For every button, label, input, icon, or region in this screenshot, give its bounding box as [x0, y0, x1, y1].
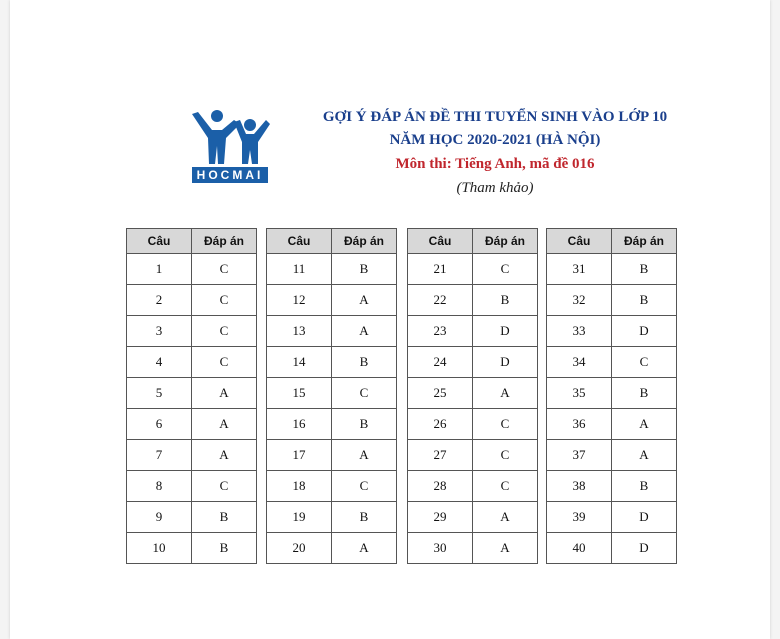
question-number-cell: 28 — [408, 471, 473, 502]
answer-cell: C — [473, 409, 538, 440]
table-row — [127, 254, 257, 285]
table-row — [267, 378, 397, 409]
answer-cell: D — [612, 533, 677, 564]
answer-header: Đáp án — [332, 229, 397, 254]
answer-cell: B — [332, 409, 397, 440]
answer-cell: A — [192, 378, 257, 409]
table-row — [547, 471, 677, 502]
answer-table-1 — [126, 228, 257, 564]
question-header: Câu — [267, 229, 332, 254]
answer-cell: A — [332, 533, 397, 564]
table-row — [127, 409, 257, 440]
table-row — [127, 285, 257, 316]
answer-header: Đáp án — [192, 229, 257, 254]
answer-cell: A — [473, 502, 538, 533]
table-header-row — [267, 229, 397, 254]
answer-cell: A — [473, 533, 538, 564]
table-row — [127, 471, 257, 502]
answer-cell: B — [612, 285, 677, 316]
table-row — [408, 471, 538, 502]
document-page — [10, 0, 770, 639]
question-number-cell: 19 — [267, 502, 332, 533]
answer-cell: B — [192, 502, 257, 533]
table-row — [267, 347, 397, 378]
question-number-cell: 35 — [547, 378, 612, 409]
table-row — [547, 409, 677, 440]
answer-cell: B — [332, 502, 397, 533]
table-header-row — [408, 229, 538, 254]
subject-line: Môn thi: Tiếng Anh, mã đề 016 — [395, 156, 595, 172]
answer-table-3 — [407, 228, 538, 564]
question-number-cell: 10 — [127, 533, 192, 564]
table-row — [267, 440, 397, 471]
table-row — [267, 285, 397, 316]
question-number-cell: 32 — [547, 285, 612, 316]
question-number-cell: 21 — [408, 254, 473, 285]
answer-cell: C — [192, 316, 257, 347]
question-number-cell: 31 — [547, 254, 612, 285]
table-row — [408, 285, 538, 316]
question-number-cell: 39 — [547, 502, 612, 533]
answer-cell: C — [192, 254, 257, 285]
question-number-cell: 5 — [127, 378, 192, 409]
answer-cell: C — [192, 471, 257, 502]
answer-cell: A — [473, 378, 538, 409]
table-row — [127, 533, 257, 564]
question-number-cell: 27 — [408, 440, 473, 471]
question-number-cell: 14 — [267, 347, 332, 378]
question-header: Câu — [408, 229, 473, 254]
table-row — [408, 502, 538, 533]
question-number-cell: 26 — [408, 409, 473, 440]
answer-cell: B — [612, 378, 677, 409]
question-number-cell: 17 — [267, 440, 332, 471]
question-number-cell: 38 — [547, 471, 612, 502]
answer-cell: D — [612, 502, 677, 533]
table-row — [267, 316, 397, 347]
answer-cell: A — [612, 409, 677, 440]
answer-cell: C — [332, 378, 397, 409]
answer-cell: D — [473, 316, 538, 347]
table-header-row — [127, 229, 257, 254]
table-row — [547, 316, 677, 347]
table-row — [547, 378, 677, 409]
question-number-cell: 24 — [408, 347, 473, 378]
answer-cell: B — [473, 285, 538, 316]
question-number-cell: 29 — [408, 502, 473, 533]
answer-cell: A — [332, 316, 397, 347]
answer-table-2 — [266, 228, 397, 564]
question-number-cell: 34 — [547, 347, 612, 378]
answer-cell: A — [192, 440, 257, 471]
table-row — [127, 378, 257, 409]
question-number-cell: 22 — [408, 285, 473, 316]
table-row — [408, 254, 538, 285]
table-row — [547, 440, 677, 471]
table-row — [127, 440, 257, 471]
question-number-cell: 40 — [547, 533, 612, 564]
question-number-cell: 11 — [267, 254, 332, 285]
question-number-cell: 30 — [408, 533, 473, 564]
answer-cell: A — [612, 440, 677, 471]
answer-cell: A — [332, 440, 397, 471]
table-row — [127, 347, 257, 378]
question-number-cell: 13 — [267, 316, 332, 347]
question-number-cell: 36 — [547, 409, 612, 440]
reference-note: (Tham khảo) — [456, 180, 534, 196]
question-number-cell: 1 — [127, 254, 192, 285]
answer-cell: C — [473, 471, 538, 502]
table-row — [267, 254, 397, 285]
table-row — [267, 471, 397, 502]
question-number-cell: 9 — [127, 502, 192, 533]
table-row — [267, 502, 397, 533]
question-number-cell: 12 — [267, 285, 332, 316]
answer-cell: B — [612, 471, 677, 502]
question-number-cell: 37 — [547, 440, 612, 471]
question-number-cell: 15 — [267, 378, 332, 409]
table-row — [547, 254, 677, 285]
question-number-cell: 25 — [408, 378, 473, 409]
answer-header: Đáp án — [473, 229, 538, 254]
answer-cell: C — [332, 471, 397, 502]
table-row — [408, 316, 538, 347]
title-line-2: NĂM HỌC 2020-2021 (HÀ NỘI) — [389, 132, 601, 148]
answer-cell: D — [612, 316, 677, 347]
question-number-cell: 7 — [127, 440, 192, 471]
answer-cell: A — [332, 285, 397, 316]
table-row — [127, 502, 257, 533]
answer-cell: B — [192, 533, 257, 564]
question-number-cell: 16 — [267, 409, 332, 440]
question-number-cell: 3 — [127, 316, 192, 347]
answer-cell: B — [332, 347, 397, 378]
table-row — [127, 316, 257, 347]
table-row — [547, 285, 677, 316]
answer-cell: C — [192, 285, 257, 316]
title-line-1: GỢI Ý ĐÁP ÁN ĐỀ THI TUYỂN SINH VÀO LỚP 10 — [322, 109, 668, 125]
question-number-cell: 18 — [267, 471, 332, 502]
table-row — [547, 347, 677, 378]
question-number-cell: 4 — [127, 347, 192, 378]
table-row — [267, 533, 397, 564]
table-row — [408, 409, 538, 440]
table-row — [267, 409, 397, 440]
answer-cell: D — [473, 347, 538, 378]
document-header — [310, 106, 680, 200]
table-row — [547, 502, 677, 533]
question-header: Câu — [127, 229, 192, 254]
logo-wordmark: HOCMAI — [192, 167, 268, 183]
answer-cell: C — [192, 347, 257, 378]
answer-cell: A — [192, 409, 257, 440]
answer-header: Đáp án — [612, 229, 677, 254]
question-number-cell: 33 — [547, 316, 612, 347]
table-row — [408, 533, 538, 564]
question-number-cell: 23 — [408, 316, 473, 347]
answer-cell: C — [612, 347, 677, 378]
question-header: Câu — [547, 229, 612, 254]
answer-table-4 — [546, 228, 677, 564]
answer-cell: C — [473, 254, 538, 285]
table-row — [408, 347, 538, 378]
question-number-cell: 8 — [127, 471, 192, 502]
question-number-cell: 2 — [127, 285, 192, 316]
question-number-cell: 6 — [127, 409, 192, 440]
hocmai-figures-icon — [188, 108, 272, 168]
table-row — [408, 440, 538, 471]
question-number-cell: 20 — [267, 533, 332, 564]
table-row — [547, 533, 677, 564]
table-row — [408, 378, 538, 409]
table-header-row — [547, 229, 677, 254]
answer-cell: B — [332, 254, 397, 285]
answer-cell: B — [612, 254, 677, 285]
answer-cell: C — [473, 440, 538, 471]
